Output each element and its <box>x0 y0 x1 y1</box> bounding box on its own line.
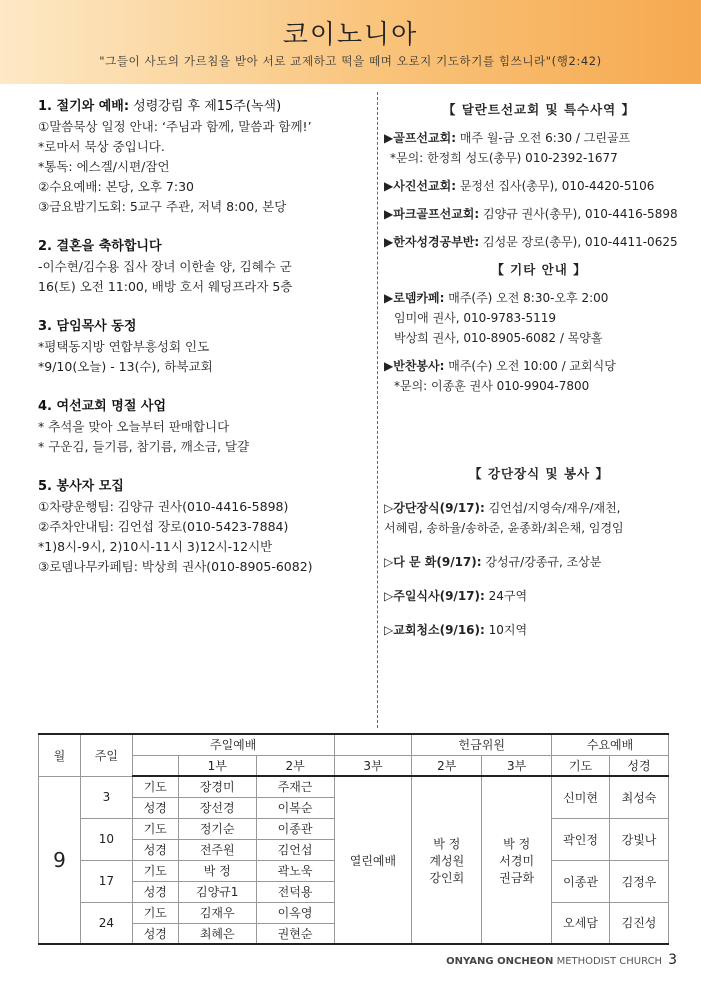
altar-title: 【 강단장식 및 봉사 】 <box>469 466 609 481</box>
name-cell: 김양규1 <box>178 881 256 902</box>
name-cell: 주재근 <box>256 776 334 797</box>
section-heading <box>38 96 378 117</box>
week-date: 3 <box>80 776 132 818</box>
name-cell: 전덕용 <box>256 881 334 902</box>
name-cell: 장선경 <box>178 797 256 818</box>
list-item: ②수요예배: 본당, 오후 7:30 <box>38 179 194 194</box>
role-cell: 기도 <box>132 860 178 881</box>
week-date: 24 <box>80 902 132 944</box>
church-suffix: METHODIST CHURCH <box>553 956 663 967</box>
offering-name: 박 정 <box>503 836 531 851</box>
open-worship-cell: 열린예배 <box>334 776 412 944</box>
week-date: 17 <box>80 860 132 902</box>
section-volunteers <box>38 476 378 577</box>
page-number: 3 <box>668 952 677 968</box>
wed-scripture-cell: 최성숙 <box>610 776 669 818</box>
info-detail: 매주(주) 오전 8:30-오후 2:00 <box>444 291 609 305</box>
section-pastor <box>38 316 378 377</box>
wed-prayer-cell: 신미현 <box>552 776 610 818</box>
name-cell: 권현순 <box>256 923 334 944</box>
name-cell: 최혜은 <box>178 923 256 944</box>
service-detail: 24구역 <box>484 589 528 603</box>
header-offering: 헌금위원 <box>412 734 552 755</box>
name-cell: 정기순 <box>178 818 256 839</box>
month-cell: 9 <box>39 776 81 944</box>
ministries-column <box>384 92 694 640</box>
list-item: ①말씀묵상 일정 안내: ‘주님과 함께, 말씀과 함께!’ <box>38 119 312 134</box>
table-header-row <box>39 734 669 755</box>
altar-decoration <box>384 498 694 518</box>
header-offering-3bu: 3부 <box>482 755 552 776</box>
header-offering-2bu: 2부 <box>412 755 482 776</box>
other-info-title: 【 기타 안내 】 <box>491 262 587 277</box>
offering-name: 강인회 <box>429 870 465 885</box>
list-item: * 추석을 맞아 오늘부터 판매합니다 <box>38 419 230 434</box>
name-cell: 전주원 <box>178 839 256 860</box>
page-footer <box>446 952 677 968</box>
ministry-detail: 문정선 집사(총무), 010-4420-5106 <box>456 179 655 193</box>
wed-scripture-cell: 강빛나 <box>610 818 669 860</box>
name-cell: 곽노욱 <box>256 860 334 881</box>
heading-detail: 성령강림 후 제15주(녹색) <box>129 99 282 114</box>
section-heading: 4. 여선교회 명절 사업 <box>38 399 167 414</box>
section-worship <box>38 96 378 217</box>
cafe-info <box>384 288 694 308</box>
section-heading: 3. 담임목사 동정 <box>38 319 137 334</box>
wed-scripture-cell: 김진성 <box>610 902 669 944</box>
ministry-detail: 김양규 권사(총무), 010-4416-5898 <box>479 207 678 221</box>
column-divider <box>377 92 378 728</box>
table-row <box>39 776 669 797</box>
service-detail: 10지역 <box>484 623 528 637</box>
info-label: ▶반찬봉사: <box>384 359 445 373</box>
week-date: 10 <box>80 818 132 860</box>
service-label: ▷강단장식(9/17): <box>384 501 485 515</box>
name-cell: 장경미 <box>178 776 256 797</box>
wed-prayer-cell: 곽인정 <box>552 818 610 860</box>
list-item: *통독: 에스겔/시편/잠언 <box>38 159 170 174</box>
section-heading: 2. 결혼을 축하합니다 <box>38 239 162 254</box>
header-sunday-worship: 주일예배 <box>132 734 334 755</box>
offering-name: 박 정 <box>433 836 461 851</box>
list-item: *1)8시-9시, 2)10시-11시 3)12시-12시반 <box>38 539 273 554</box>
offering-name: 서경미 <box>499 853 535 868</box>
offering-name: 계성원 <box>429 853 465 868</box>
photo-ministry <box>384 176 694 196</box>
golf-ministry <box>384 128 694 148</box>
ministry-detail: 매주 월-금 오전 6:30 / 그린골프 <box>456 131 631 145</box>
name-cell: 이복순 <box>256 797 334 818</box>
name-cell: 박 정 <box>178 860 256 881</box>
section-heading: 5. 봉사자 모집 <box>38 479 124 494</box>
wed-prayer-cell: 오세담 <box>552 902 610 944</box>
header-blank <box>334 734 412 755</box>
header-banner <box>0 0 701 84</box>
list-item: ③금요밤기도회: 5교구 주관, 저녁 8:00, 본당 <box>38 199 287 214</box>
list-item: * 구운김, 들기름, 참기름, 깨소금, 달걀 <box>38 439 250 454</box>
role-cell: 기도 <box>132 902 178 923</box>
list-item: *로마서 묵상 중입니다. <box>38 139 165 154</box>
list-item: 16(토) 오전 11:00, 배방 호서 웨딩프라자 5층 <box>38 279 293 294</box>
header-month: 월 <box>39 734 81 776</box>
offering-name: 권금화 <box>499 870 535 885</box>
service-label: ▷다 문 화(9/17): <box>384 555 482 569</box>
service-schedule-table <box>38 733 669 945</box>
service-detail: 김언섭/지영숙/재우/재천, <box>484 501 621 515</box>
role-cell: 성경 <box>132 881 178 902</box>
role-cell: 기도 <box>132 776 178 797</box>
name-cell: 이옥영 <box>256 902 334 923</box>
section-wedding <box>38 236 378 297</box>
ministry-label: ▶한자성경공부반: <box>384 235 480 249</box>
cafe-contact-2: 박상희 권사, 010-8905-6082 / 목양홀 <box>394 331 603 345</box>
list-item: *평택동지방 연합부흥성회 인도 <box>38 339 210 354</box>
header-3bu: 3부 <box>334 755 412 776</box>
church-name: ONYANG ONCHEON <box>446 956 554 967</box>
announcements-column <box>38 96 378 596</box>
header-scripture: 성경 <box>610 755 669 776</box>
info-label: ▶로뎀카페: <box>384 291 445 305</box>
role-cell: 기도 <box>132 818 178 839</box>
role-cell: 성경 <box>132 923 178 944</box>
ministry-label: ▶사진선교회: <box>384 179 456 193</box>
service-label: ▷주일식사(9/17): <box>384 589 485 603</box>
mission-title: 【 달란트선교회 및 특수사역 】 <box>442 102 636 117</box>
list-item: -이수현/김수용 집사 장녀 이한솔 양, 김혜수 군 <box>38 259 292 274</box>
header-prayer: 기도 <box>552 755 610 776</box>
meal-contact: *문의: 이종훈 권사 010-9904-7800 <box>394 379 590 393</box>
header-2bu: 2부 <box>256 755 334 776</box>
offering-2bu-cell <box>412 776 482 944</box>
wed-prayer-cell: 이종관 <box>552 860 610 902</box>
wed-scripture-cell: 김정우 <box>610 860 669 902</box>
list-item: ②주차안내팀: 김언섭 장로(010-5423-7884) <box>38 519 289 534</box>
hanja-ministry <box>384 232 694 252</box>
header-week: 주일 <box>80 734 132 776</box>
role-cell: 성경 <box>132 839 178 860</box>
name-cell: 김언섭 <box>256 839 334 860</box>
name-cell: 김재우 <box>178 902 256 923</box>
golf-contact: *문의: 한정희 성도(총무) 010-2392-1677 <box>390 151 618 165</box>
table-subheader-row <box>39 755 669 776</box>
list-item: ①차량운행팀: 김양규 권사(010-4416-5898) <box>38 499 289 514</box>
tea-service <box>384 552 694 572</box>
service-detail: 강성규/강종규, 조상분 <box>481 555 602 569</box>
name-cell: 이종관 <box>256 818 334 839</box>
header-wednesday-worship: 수요예배 <box>552 734 669 755</box>
heading-text: 1. 절기와 예배: <box>38 99 130 114</box>
service-label: ▷교회청소(9/16): <box>384 623 485 637</box>
section-womens-mission <box>38 396 378 457</box>
offering-3bu-cell <box>482 776 552 944</box>
cafe-contact-1: 임미애 권사, 010-9783-5119 <box>394 311 557 325</box>
list-item: *9/10(오늘) - 13(수), 하북교회 <box>38 359 213 374</box>
page-title: 코이노니아 <box>282 20 419 50</box>
cleaning-service <box>384 620 694 640</box>
ministry-detail: 김성문 장로(총무), 010-4411-0625 <box>479 235 678 249</box>
header-role <box>132 755 178 776</box>
parkgolf-ministry <box>384 204 694 224</box>
ministry-label: ▶파크골프선교회: <box>384 207 480 221</box>
list-item: ③로뎀나무카페팀: 박상희 권사(010-8905-6082) <box>38 559 313 574</box>
ministry-label: ▶골프선교회: <box>384 131 456 145</box>
info-detail: 매주(수) 오전 10:00 / 교회식당 <box>444 359 616 373</box>
lunch-service <box>384 586 694 606</box>
bible-verse: "그들이 사도의 가르침을 받아 서로 교제하고 떡을 떼며 오로지 기도하기를 힘쓰니라"(행2:42) <box>99 54 602 68</box>
role-cell: 성경 <box>132 797 178 818</box>
header-1bu: 1부 <box>178 755 256 776</box>
meal-service-info <box>384 356 694 376</box>
altar-decoration-names: 서혜림, 송하율/송하준, 윤종화/최은채, 임경임 <box>384 521 624 535</box>
